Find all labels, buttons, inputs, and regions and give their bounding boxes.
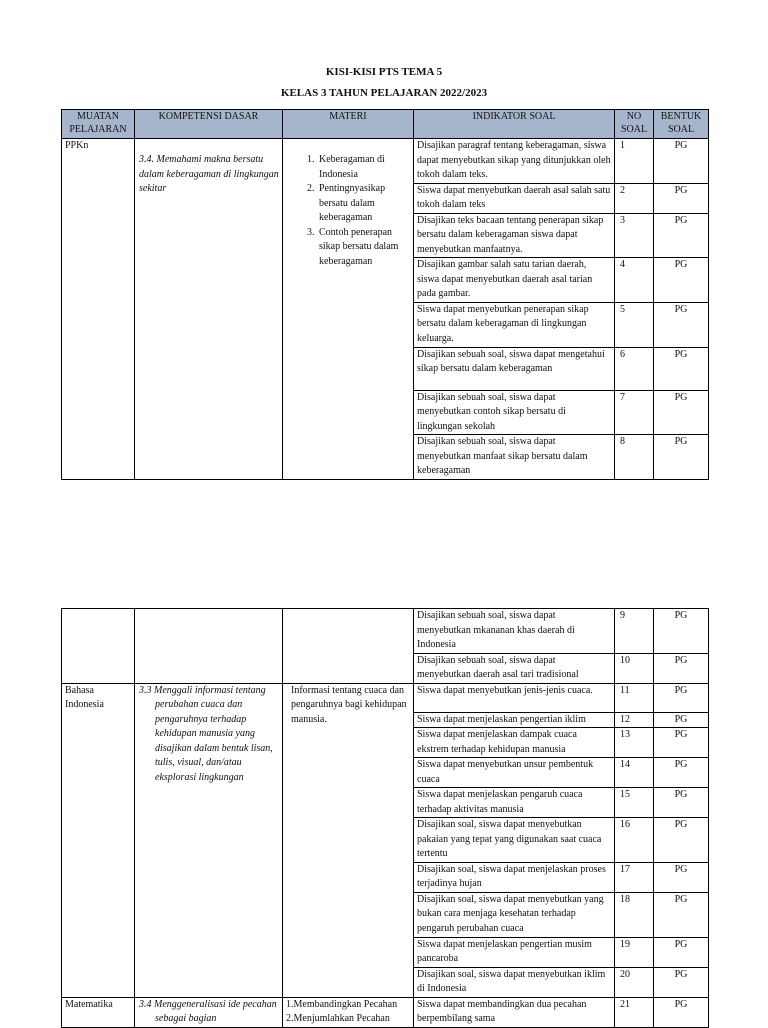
materi-cell-ppkn: [283, 139, 414, 480]
no-soal-cell: 20: [615, 967, 654, 997]
table-row: [62, 609, 709, 654]
bentuk-soal-cell: PG: [654, 892, 709, 937]
materi-cell-bahasa-indonesia: Informasi tentang cuaca dan pengaruhnya bagi kehidupan manusia.: [283, 683, 414, 997]
no-soal-cell: 13: [615, 728, 654, 758]
no-soal-cell: 8: [615, 435, 654, 480]
bentuk-soal-cell: PG: [654, 609, 709, 654]
indikator-cell: Siswa dapat menyebutkan daerah asal salah satu tokoh dalam teks: [414, 183, 615, 213]
header-materi: MATERI: [283, 110, 414, 139]
header-indikator-soal: INDIKATOR SOAL: [414, 110, 615, 139]
no-soal-cell: 5: [615, 302, 654, 347]
muatan-cell-ppkn: PPKn: [62, 139, 135, 480]
indikator-cell: Disajikan paragraf tentang keberagaman, siswa dapat menyebutkan sikap yang ditunjukkan oleh tokoh dalam teks.: [414, 139, 615, 184]
indikator-cell: Disajikan teks bacaan tentang penerapan sikap bersatu dalam keberagaman siswa dapat menyebutkan manfaatnya.: [414, 213, 615, 258]
bentuk-soal-cell: PG: [654, 728, 709, 758]
indikator-cell: Disajikan sebuah soal, siswa dapat menyebutkan contoh sikap bersatu di lingkungan sekolah: [414, 390, 615, 435]
bentuk-soal-cell: PG: [654, 788, 709, 818]
materi-item: 1.Membandingkan Pecahan: [286, 998, 398, 1010]
table-row: [62, 997, 709, 1027]
no-soal-cell: 21: [615, 997, 654, 1027]
materi-item: 2.Menjumlahkan Pecahan: [286, 1013, 390, 1024]
muatan-cell-empty: [62, 609, 135, 684]
indikator-cell: Siswa dapat menyebutkan jenis-jenis cuaca.: [414, 683, 615, 712]
bentuk-soal-cell: PG: [654, 967, 709, 997]
no-soal-cell: 12: [615, 712, 654, 728]
indikator-cell: Disajikan sebuah soal, siswa dapat menyebutkan daerah asal tari tradisional: [414, 653, 615, 683]
indikator-cell: Siswa dapat menyebutkan unsur pembentuk cuaca: [414, 758, 615, 788]
header-bentuk-soal: BENTUK SOAL: [654, 110, 709, 139]
kd-text: 3.4. Memahami makna bersatu dalam keberagaman di lingkungan sekitar: [139, 154, 279, 194]
indikator-cell: Siswa dapat menjelaskan dampak cuaca ekstrem terhadap kehidupan manusia: [414, 728, 615, 758]
bentuk-soal-cell: PG: [654, 213, 709, 258]
no-soal-cell: 6: [615, 347, 654, 390]
header-muatan-pelajaran: MUATAN PELAJARAN: [62, 110, 135, 139]
indikator-cell: Disajikan gambar salah satu tarian daerah, siswa dapat menyebutkan daerah asal tarian pada gambar.: [414, 258, 615, 303]
no-soal-cell: 16: [615, 818, 654, 863]
no-soal-cell: 3: [615, 213, 654, 258]
no-soal-cell: 4: [615, 258, 654, 303]
indikator-cell: Disajikan soal, siswa dapat menjelaskan proses terjadinya hujan: [414, 862, 615, 892]
indikator-cell: Siswa dapat menjelaskan pengaruh cuaca terhadap aktivitas manusia: [414, 788, 615, 818]
materi-cell-matematika: [283, 997, 414, 1027]
no-soal-cell: 17: [615, 862, 654, 892]
bentuk-soal-cell: PG: [654, 435, 709, 480]
indikator-cell: Siswa dapat membandingkan dua pecahan berpembilang sama: [414, 997, 615, 1027]
kisi-kisi-table-page-2: [61, 608, 709, 1028]
muatan-cell-matematika: Matematika: [62, 997, 135, 1027]
materi-list: [287, 153, 410, 269]
bentuk-soal-cell: PG: [654, 347, 709, 390]
kd-cell-empty: [135, 609, 283, 684]
bentuk-soal-cell: PG: [654, 302, 709, 347]
indikator-cell: Siswa dapat menyebutkan penerapan sikap bersatu dalam keberagaman di lingkungan keluarga.: [414, 302, 615, 347]
kd-cell-ppkn: [135, 139, 283, 480]
kd-cell-bahasa-indonesia: [135, 683, 283, 997]
bentuk-soal-cell: PG: [654, 139, 709, 184]
no-soal-cell: 2: [615, 183, 654, 213]
materi-cell-empty: [283, 609, 414, 684]
no-soal-cell: 11: [615, 683, 654, 712]
materi-item: 1. Keberagaman di Indonesia: [317, 153, 410, 182]
indikator-cell: Disajikan soal, siswa dapat menyebutkan pakaian yang tepat yang digunakan saat cuaca tertentu: [414, 818, 615, 863]
no-soal-cell: 18: [615, 892, 654, 937]
indikator-cell: Disajikan sebuah soal, siswa dapat menyebutkan manfaat sikap bersatu dalam keberagaman: [414, 435, 615, 480]
no-soal-cell: 14: [615, 758, 654, 788]
bentuk-soal-cell: PG: [654, 758, 709, 788]
bentuk-soal-cell: PG: [654, 997, 709, 1027]
muatan-cell-bahasa-indonesia: Bahasa Indonesia: [62, 683, 135, 997]
bentuk-soal-cell: PG: [654, 653, 709, 683]
materi-item: 2. Pentingnyasikap bersatu dalam keberagaman: [317, 182, 410, 226]
bentuk-soal-cell: PG: [654, 862, 709, 892]
no-soal-cell: 19: [615, 937, 654, 967]
document-subtitle: KELAS 3 TAHUN PELAJARAN 2022/2023: [280, 87, 488, 99]
no-soal-cell: 15: [615, 788, 654, 818]
kd-text: 3.3 Menggali informasi tentang perubahan cuaca dan pengaruhnya terhadap kehidupan manusia yang disajikan dalam bentuk lisan, tulis, visual, dan/atau eksplorasi lingkungan: [139, 684, 273, 783]
header-no-soal: NO SOAL: [615, 110, 654, 139]
header-kompetensi-dasar: KOMPETENSI DASAR: [135, 110, 283, 139]
indikator-cell: Disajikan soal, siswa dapat menyebutkan yang bukan cara menjaga kesehatan terhadap pengaruh perubahan cuaca: [414, 892, 615, 937]
indikator-cell: Disajikan soal, siswa dapat menyebutkan iklim di Indonesia: [414, 967, 615, 997]
table-row: [62, 139, 709, 184]
bentuk-soal-cell: PG: [654, 683, 709, 712]
no-soal-cell: 10: [615, 653, 654, 683]
materi-item: 3. Contoh penerapan sikap bersatu dalam keberagaman: [317, 226, 410, 270]
no-soal-cell: 7: [615, 390, 654, 435]
indikator-cell: Siswa dapat menjelaskan pengertian musim pancaroba: [414, 937, 615, 967]
bentuk-soal-cell: PG: [654, 390, 709, 435]
kd-cell-matematika: [135, 997, 283, 1027]
table-header-row: [62, 110, 709, 139]
bentuk-soal-cell: PG: [654, 712, 709, 728]
indikator-cell: Disajikan sebuah soal, siswa dapat mengetahui sikap bersatu dalam keberagaman: [414, 347, 615, 390]
bentuk-soal-cell: PG: [654, 258, 709, 303]
indikator-cell: Disajikan sebuah soal, siswa dapat menyebutkan mkananan khas daerah di Indonesia: [414, 609, 615, 654]
indikator-cell: Siswa dapat menjelaskan pengertian iklim: [414, 712, 615, 728]
kd-text: 3.4 Menggeneralisasi ide pecahan sebagai bagian: [139, 998, 277, 1024]
bentuk-soal-cell: PG: [654, 937, 709, 967]
table-row: [62, 683, 709, 712]
no-soal-cell: 9: [615, 609, 654, 654]
bentuk-soal-cell: PG: [654, 818, 709, 863]
document-title: KISI-KISI PTS TEMA 5: [325, 66, 443, 78]
no-soal-cell: 1: [615, 139, 654, 184]
kisi-kisi-table-page-1: [61, 109, 709, 480]
bentuk-soal-cell: PG: [654, 183, 709, 213]
